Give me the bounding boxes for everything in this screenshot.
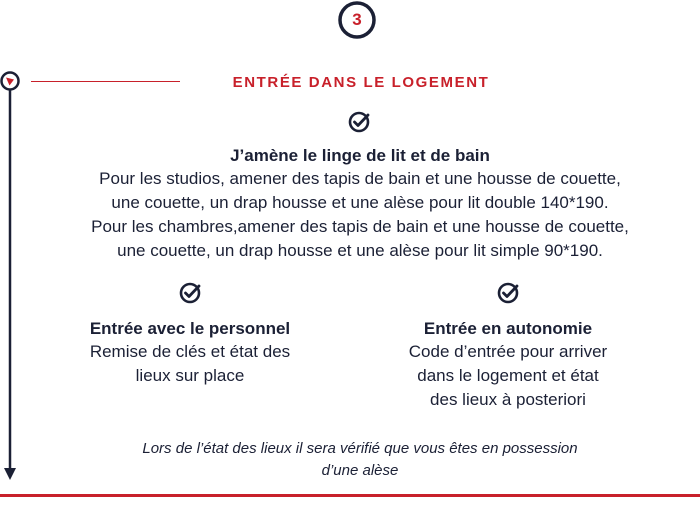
bottom-divider [0, 494, 700, 497]
timeline [0, 68, 40, 488]
option-autonomous-line: Code d’entrée pour arriver [408, 342, 608, 361]
main-block-line: Pour les chambres,amener des tapis de bain et une housse de couette, [91, 217, 629, 236]
arrow-down-icon [4, 468, 16, 480]
check-circle-icon [178, 281, 202, 305]
option-staff-line: lieux sur place [135, 366, 245, 385]
option-autonomous-line: dans le logement et état [417, 366, 599, 385]
option-autonomous-text [358, 340, 658, 412]
main-block-text [0, 167, 700, 263]
footer-note-line: Lors de l’état des lieux il sera vérifié que vous êtes en possession [142, 440, 578, 457]
navigation-arrow-icon [2, 73, 19, 90]
section-title: ENTRÉE DANS LE LOGEMENT [232, 74, 490, 91]
check-circle-icon [496, 281, 520, 305]
option-autonomous-line: des lieux à posteriori [430, 390, 586, 409]
option-autonomous-title: Entrée en autonomie [423, 319, 593, 338]
section-header-rule [31, 81, 180, 82]
footer-note-line: d’une alèse [321, 462, 399, 479]
step-number: 3 [352, 10, 362, 29]
main-block-line: une couette, un drap housse et une alèse pour lit simple 90*190. [117, 241, 603, 260]
main-block-line: Pour les studios, amener des tapis de bain et une housse de couette, [99, 169, 621, 188]
main-block-line: une couette, un drap housse et une alèse pour lit double 140*190. [111, 193, 609, 212]
option-staff-title: Entrée avec le personnel [89, 319, 291, 338]
footer-note [60, 438, 660, 482]
option-staff-line: Remise de clés et état des [89, 342, 291, 361]
main-block-title: J’amène le linge de lit et de bain [230, 146, 490, 165]
option-staff-text [40, 340, 340, 388]
check-circle-icon [347, 110, 371, 134]
